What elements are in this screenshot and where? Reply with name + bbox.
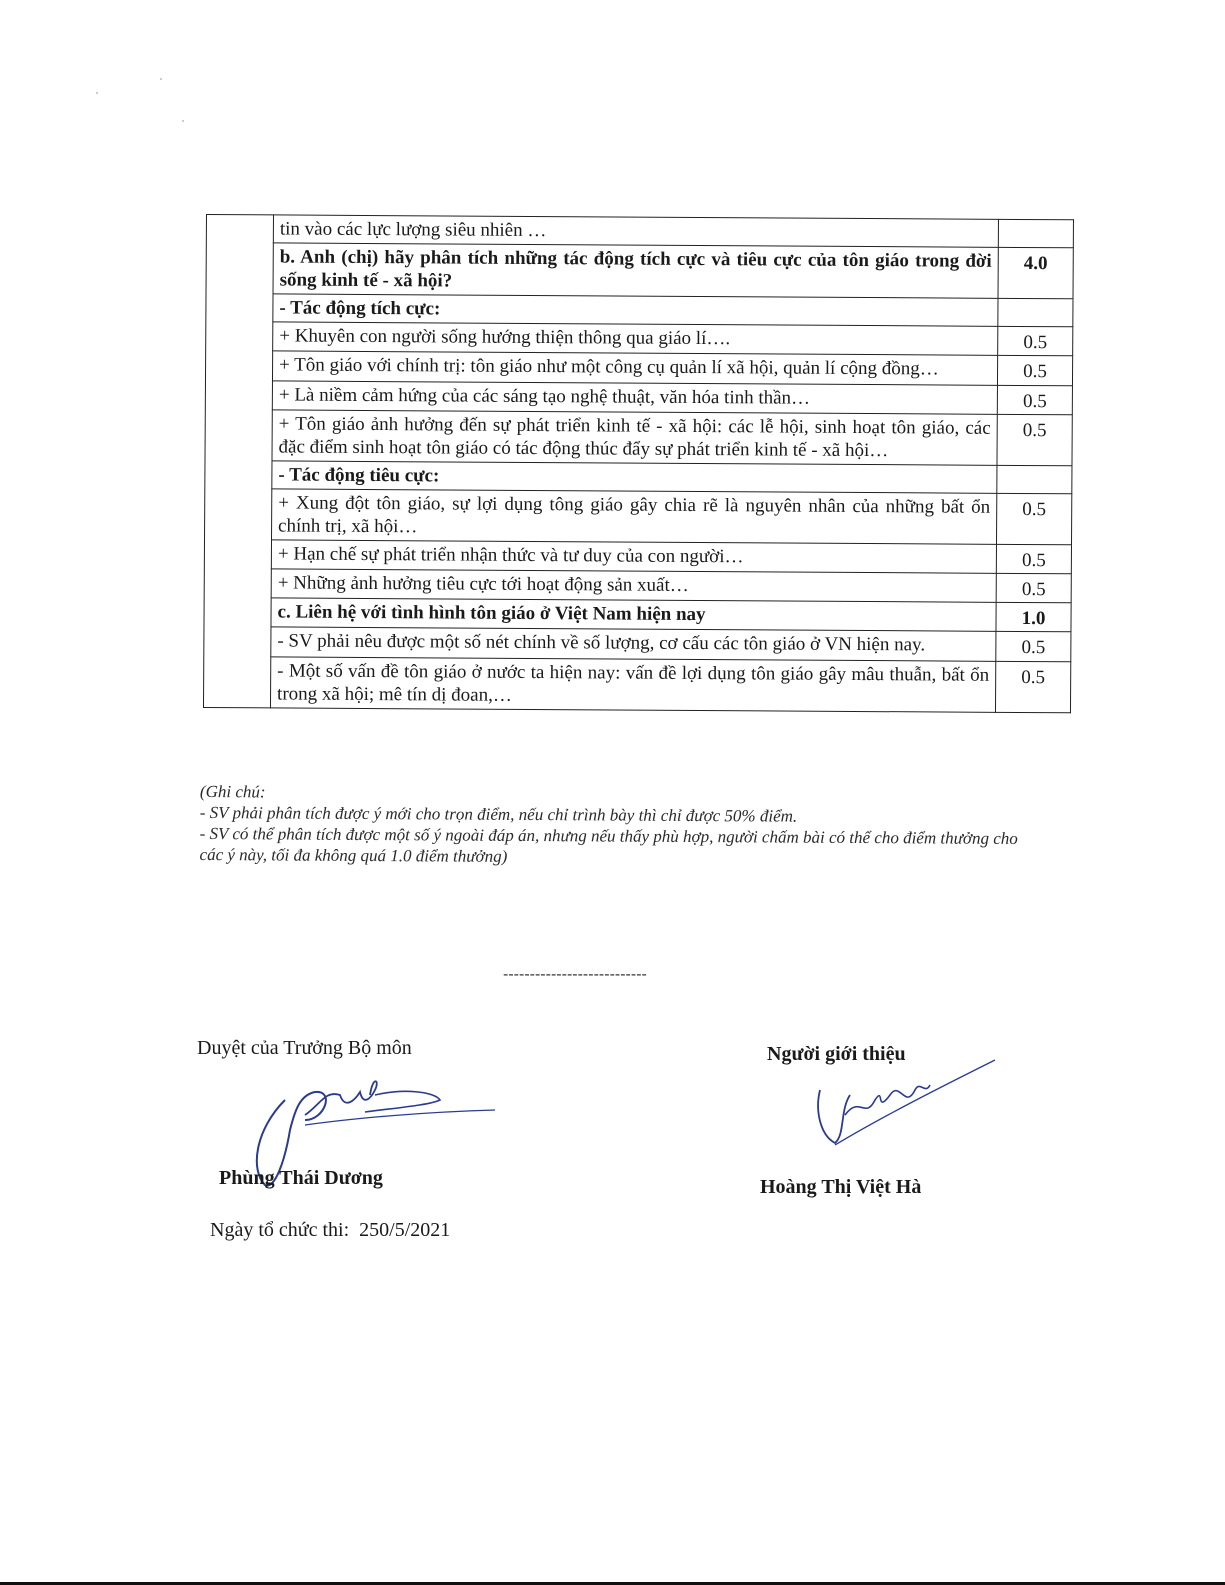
question-column-cell <box>203 215 273 708</box>
notes-block <box>199 781 1019 870</box>
score-cell: 0.5 <box>996 493 1071 544</box>
answer-cell: + Tôn giáo với chính trị: tôn giáo như một công cụ quản lí xã hội, quản lí cộng đồng… <box>272 351 997 385</box>
answer-cell: - Tác động tiêu cực: <box>272 461 997 493</box>
answer-cell: + Là niềm cảm hứng của các sáng tạo nghệ thuật, văn hóa tinh thần… <box>272 381 997 414</box>
answer-cell: + Xung đột tôn giáo, sự lợi dụng tông giáo gây chia rẽ là nguyên nhân của những bất ổn chính trị, xã hội… <box>272 489 997 544</box>
score-cell <box>997 465 1072 493</box>
answer-cell: c. Liên hệ với tình hình tôn giáo ở Việt Nam hiện nay <box>271 598 996 631</box>
scan-speck <box>182 120 184 122</box>
exam-date-label: Ngày tổ chức thi: <box>210 1219 350 1241</box>
score-cell: 0.5 <box>996 544 1071 573</box>
answer-cell: - Một số vấn đề tôn giáo ở nước ta hiện nay: vấn đề lợi dụng tôn giáo gây mâu thuẫn, bất ổn trong xã hội; mê tín dị đoan,… <box>270 657 995 712</box>
score-cell: 0.5 <box>995 661 1070 712</box>
table-row <box>206 243 1073 299</box>
answer-cell: + Khuyên con người sống hướng thiện thông qua giáo lí…. <box>273 322 998 355</box>
answer-cell: + Hạn chế sự phát triển nhận thức và tư duy của con người… <box>271 540 996 573</box>
answer-cell: + Những ảnh hưởng tiêu cực tới hoạt động sản xuất… <box>271 569 996 602</box>
score-cell: 0.5 <box>998 326 1073 355</box>
score-cell: 0.5 <box>997 385 1072 414</box>
introducer-name: Hoàng Thị Việt Hà <box>760 1176 922 1198</box>
score-cell: 0.5 <box>997 355 1072 385</box>
score-cell: 0.5 <box>996 573 1071 602</box>
score-cell <box>998 219 1073 247</box>
scan-speck <box>160 78 162 80</box>
table-row <box>203 656 1070 712</box>
answer-cell: tin vào các lực lượng siêu nhiên … <box>273 215 998 247</box>
introducer-label: Người giới thiệu <box>767 1043 906 1065</box>
score-cell: 4.0 <box>998 247 1073 298</box>
answer-cell: - SV phải nêu được một số nét chính về số lượng, cơ cấu các tôn giáo ở VN hiện nay. <box>271 627 996 661</box>
answer-cell: - Tác động tích cực: <box>273 294 998 326</box>
scan-speck <box>96 92 98 94</box>
exam-date <box>210 1219 450 1242</box>
notes-line-1: - SV phải phân tích được ý mới cho trọn điểm, nếu chỉ trình bày thì chỉ được 50% điểm. <box>199 802 798 826</box>
table-row <box>205 409 1072 465</box>
grading-table-body <box>203 215 1073 713</box>
notes-line-2: - SV có thể phân tích được một số ý ngoài đáp án, nhưng nếu thấy phù hợp, người chấm bài có thể cho điểm thưởng cho các ý này, tối đa không quá 1.0 điểm thưởng) <box>199 823 1018 866</box>
approver-name: Phùng Thái Dương <box>219 1167 383 1189</box>
score-cell: 1.0 <box>996 602 1071 631</box>
approval-label: Duyệt của Trưởng Bộ môn <box>197 1037 412 1059</box>
score-cell: 0.5 <box>997 414 1072 465</box>
answer-cell: + Tôn giáo ảnh hưởng đến sự phát triển kinh tế - xã hội: các lễ hội, sinh hoạt tôn giáo, các đặc điểm sinh hoạt tôn giáo có tác động thúc đẩy sự phát triển kinh tế - xã hội… <box>272 410 997 465</box>
section-divider: --------------------------- <box>503 966 647 983</box>
grading-table <box>203 214 1074 713</box>
exam-date-value: 250/5/2021 <box>359 1219 451 1241</box>
score-cell <box>998 298 1073 326</box>
score-cell: 0.5 <box>996 631 1071 661</box>
answer-cell: b. Anh (chị) hãy phân tích những tác động tích cực và tiêu cực của tôn giáo trong đời sống kinh tế - xã hội? <box>273 243 998 298</box>
table-row <box>205 488 1072 544</box>
notes-heading: (Ghi chú: <box>199 782 266 802</box>
signature-right <box>805 1055 1005 1155</box>
